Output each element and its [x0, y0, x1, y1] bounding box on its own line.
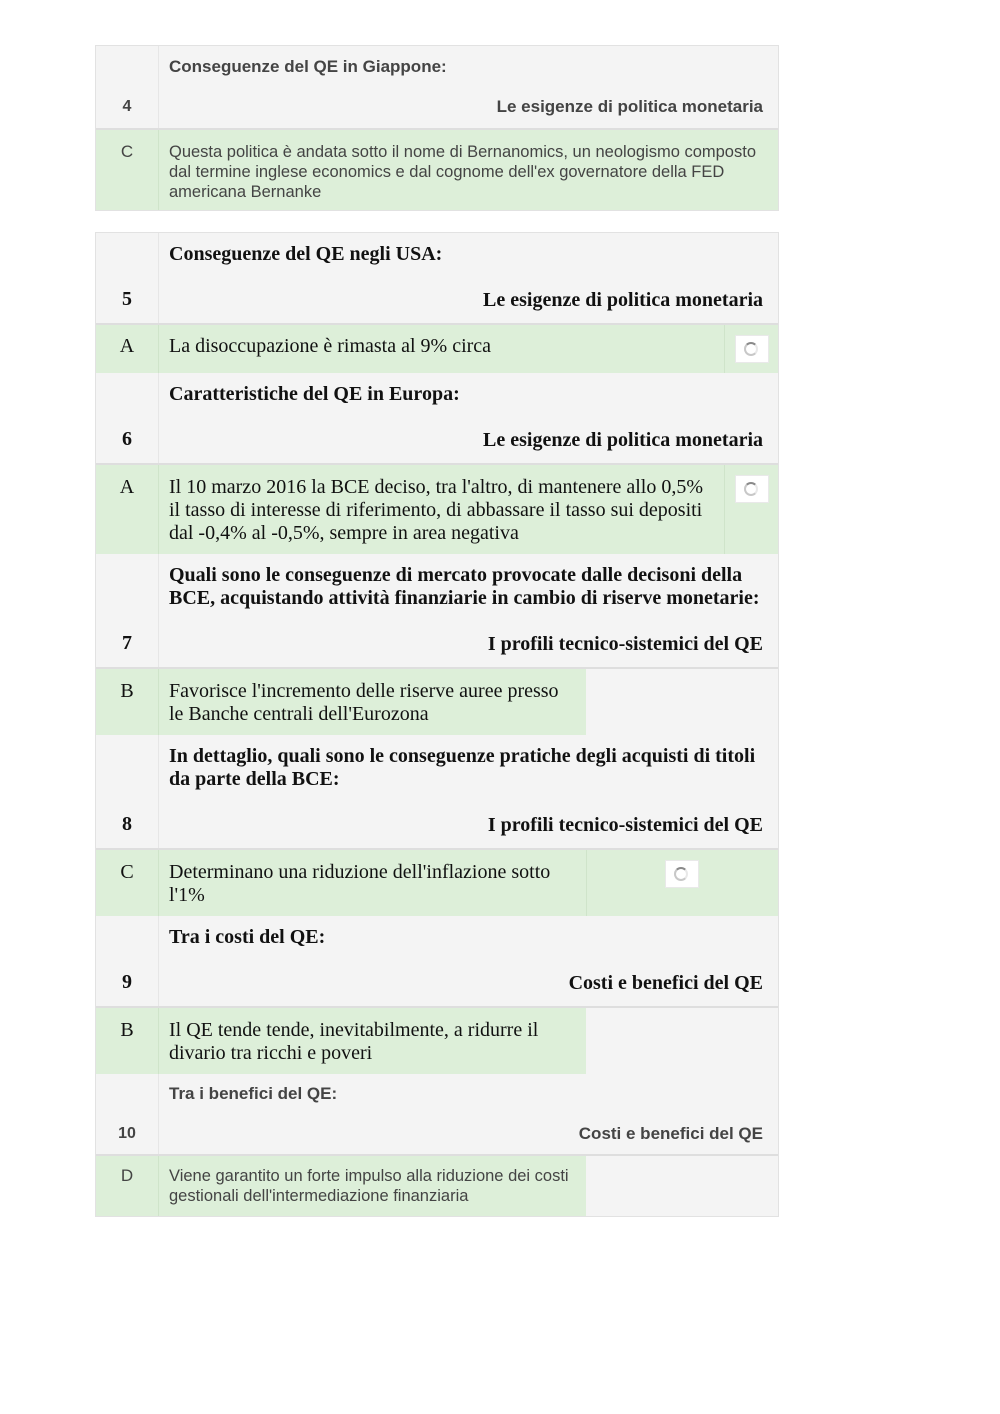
- question-text: Tra i costi del QE:: [169, 926, 326, 948]
- question-number: 8: [96, 735, 159, 848]
- loading-spinner-icon: [735, 335, 769, 363]
- answer-letter: D: [96, 1156, 159, 1216]
- answer-status-cell: [724, 465, 778, 554]
- answer-row-10: [96, 1154, 778, 1216]
- answer-letter: B: [96, 669, 159, 735]
- loading-spinner-icon: [735, 475, 769, 503]
- answer-row-5: [96, 323, 778, 373]
- question-text: Caratteristiche del QE in Europa:: [169, 383, 460, 405]
- question-number: 4: [96, 46, 159, 128]
- question-block-2: [95, 232, 779, 1217]
- answer-text: Viene garantito un forte impulso alla riduzione dei costi gestionali dell'intermediazione finanziaria: [159, 1156, 586, 1216]
- answer-text: La disoccupazione è rimasta al 9% circa: [159, 325, 724, 373]
- answer-letter: B: [96, 1008, 159, 1074]
- question-topic: Costi e benefici del QE: [568, 972, 763, 994]
- answer-text: Il 10 marzo 2016 la BCE deciso, tra l'altro, di mantenere allo 0,5% il tasso di interesse di riferimento, di abbassare il tasso sui depositi dal -0,4% al -0,5%, sempre in area negativa: [159, 465, 724, 554]
- question-topic: Costi e benefici del QE: [578, 1124, 763, 1143]
- answer-letter: A: [96, 465, 159, 554]
- answer-status-cell: [586, 669, 778, 735]
- question-row-6: [96, 373, 778, 463]
- question-topic: Le esigenze di politica monetaria: [496, 97, 763, 116]
- answer-status-cell: [724, 325, 778, 373]
- answer-row-7: [96, 667, 778, 735]
- answer-text: Questa politica è andata sotto il nome di Bernanomics, un neologismo composto dal termine inglese economics e dal cognome dell'ex governatore della FED americana Bernanke: [159, 130, 778, 210]
- question-row-5: [96, 233, 778, 323]
- question-text: Quali sono le conseguenze di mercato provocate dalle decisoni della BCE, acquistando attività finanziarie in cambio di riserve monetarie:: [169, 564, 760, 609]
- answer-status-cell: [586, 850, 778, 916]
- question-number: 6: [96, 373, 159, 463]
- question-text: In dettaglio, quali sono le conseguenze pratiche degli acquisti di titoli da parte della BCE:: [169, 745, 756, 790]
- question-row-9: [96, 916, 778, 1006]
- answer-letter: C: [96, 850, 159, 916]
- question-topic: Le esigenze di politica monetaria: [483, 289, 763, 311]
- question-number: 10: [96, 1074, 159, 1154]
- answer-letter: C: [96, 130, 159, 210]
- question-topic: I profili tecnico-sistemici del QE: [487, 633, 763, 655]
- answer-row-6: [96, 463, 778, 554]
- answer-text: Determinano una riduzione dell'inflazione sotto l'1%: [159, 850, 586, 916]
- question-text: Tra i benefici del QE:: [169, 1084, 338, 1103]
- answer-letter: A: [96, 325, 159, 373]
- question-topic: I profili tecnico-sistemici del QE: [487, 814, 763, 836]
- answer-text: Il QE tende tende, inevitabilmente, a ridurre il divario tra ricchi e poveri: [159, 1008, 586, 1074]
- answer-row-4: [96, 128, 778, 210]
- question-number: 9: [96, 916, 159, 1006]
- answer-row-8: [96, 848, 778, 916]
- question-row-7: [96, 554, 778, 667]
- question-row-4: [96, 46, 778, 128]
- question-row-10: [96, 1074, 778, 1154]
- question-number: 7: [96, 554, 159, 667]
- answer-status-cell: [586, 1008, 778, 1074]
- question-number: 5: [96, 233, 159, 323]
- question-text: Conseguenze del QE negli USA:: [169, 243, 443, 265]
- question-text: Conseguenze del QE in Giappone:: [169, 57, 447, 76]
- answer-row-9: [96, 1006, 778, 1074]
- loading-spinner-icon: [665, 860, 699, 888]
- question-block-1: [95, 45, 779, 211]
- question-topic: Le esigenze di politica monetaria: [483, 429, 763, 451]
- question-row-8: [96, 735, 778, 848]
- answer-text: Favorisce l'incremento delle riserve auree presso le Banche centrali dell'Eurozona: [159, 669, 586, 735]
- answer-status-cell: [586, 1156, 778, 1216]
